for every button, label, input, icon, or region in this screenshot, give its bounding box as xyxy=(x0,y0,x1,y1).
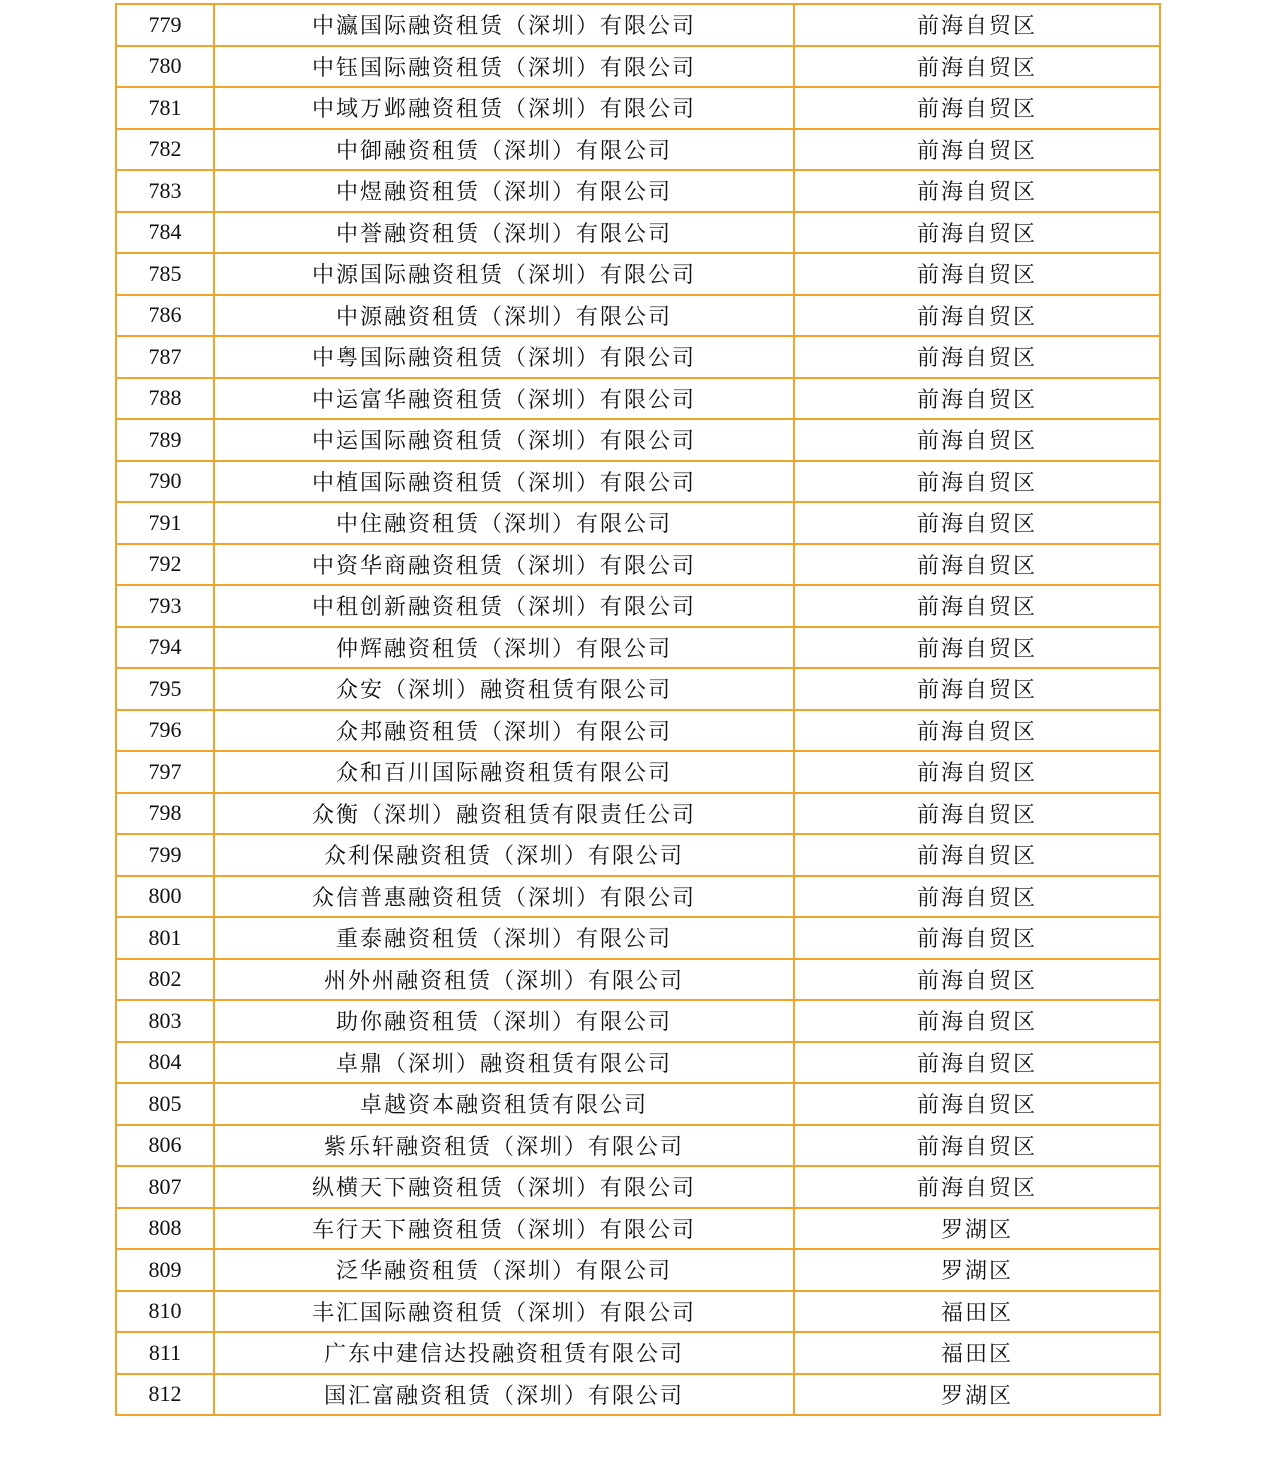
district-cell: 前海自贸区 xyxy=(794,959,1160,1001)
row-number-cell: 808 xyxy=(116,1208,214,1250)
company-name-cell: 中租创新融资租赁（深圳）有限公司 xyxy=(214,585,794,627)
row-number-cell: 797 xyxy=(116,751,214,793)
table-row xyxy=(116,336,1160,378)
table-row xyxy=(116,710,1160,752)
company-name-cell: 中资华商融资租赁（深圳）有限公司 xyxy=(214,544,794,586)
row-number-cell: 803 xyxy=(116,1000,214,1042)
table-row xyxy=(116,1000,1160,1042)
table-row xyxy=(116,959,1160,1001)
row-number-cell: 794 xyxy=(116,627,214,669)
table-row xyxy=(116,793,1160,835)
table-row xyxy=(116,627,1160,669)
row-number-cell: 781 xyxy=(116,87,214,129)
district-cell: 前海自贸区 xyxy=(794,1125,1160,1167)
company-name-cell: 中植国际融资租赁（深圳）有限公司 xyxy=(214,461,794,503)
table-row xyxy=(116,1166,1160,1208)
table-row xyxy=(116,129,1160,171)
district-cell: 前海自贸区 xyxy=(794,917,1160,959)
company-name-cell: 泛华融资租赁（深圳）有限公司 xyxy=(214,1249,794,1291)
district-cell: 前海自贸区 xyxy=(794,585,1160,627)
company-name-cell: 丰汇国际融资租赁（深圳）有限公司 xyxy=(214,1291,794,1333)
row-number-cell: 791 xyxy=(116,502,214,544)
district-cell: 前海自贸区 xyxy=(794,1042,1160,1084)
row-number-cell: 789 xyxy=(116,419,214,461)
row-number-cell: 809 xyxy=(116,1249,214,1291)
district-cell: 前海自贸区 xyxy=(794,544,1160,586)
company-name-cell: 中住融资租赁（深圳）有限公司 xyxy=(214,502,794,544)
district-cell: 罗湖区 xyxy=(794,1208,1160,1250)
table-row xyxy=(116,461,1160,503)
company-name-cell: 紫乐轩融资租赁（深圳）有限公司 xyxy=(214,1125,794,1167)
district-cell: 前海自贸区 xyxy=(794,295,1160,337)
district-cell: 福田区 xyxy=(794,1332,1160,1374)
row-number-cell: 801 xyxy=(116,917,214,959)
company-name-cell: 众安（深圳）融资租赁有限公司 xyxy=(214,668,794,710)
district-cell: 前海自贸区 xyxy=(794,129,1160,171)
table-row xyxy=(116,834,1160,876)
row-number-cell: 790 xyxy=(116,461,214,503)
company-name-cell: 中源国际融资租赁（深圳）有限公司 xyxy=(214,253,794,295)
company-name-cell: 中域万邺融资租赁（深圳）有限公司 xyxy=(214,87,794,129)
table-row xyxy=(116,212,1160,254)
company-name-cell: 助你融资租赁（深圳）有限公司 xyxy=(214,1000,794,1042)
table-row xyxy=(116,876,1160,918)
district-cell: 罗湖区 xyxy=(794,1249,1160,1291)
company-name-cell: 中钰国际融资租赁（深圳）有限公司 xyxy=(214,46,794,88)
company-name-cell: 众邦融资租赁（深圳）有限公司 xyxy=(214,710,794,752)
row-number-cell: 811 xyxy=(116,1332,214,1374)
table-row xyxy=(116,170,1160,212)
company-name-cell: 中源融资租赁（深圳）有限公司 xyxy=(214,295,794,337)
table-row xyxy=(116,295,1160,337)
table-row xyxy=(116,502,1160,544)
table-row xyxy=(116,917,1160,959)
table-row xyxy=(116,1125,1160,1167)
table-row xyxy=(116,87,1160,129)
table-row xyxy=(116,1332,1160,1374)
company-name-cell: 众信普惠融资租赁（深圳）有限公司 xyxy=(214,876,794,918)
district-cell: 前海自贸区 xyxy=(794,751,1160,793)
company-name-cell: 卓越资本融资租赁有限公司 xyxy=(214,1083,794,1125)
company-name-cell: 中御融资租赁（深圳）有限公司 xyxy=(214,129,794,171)
table-row xyxy=(116,4,1160,46)
row-number-cell: 782 xyxy=(116,129,214,171)
row-number-cell: 786 xyxy=(116,295,214,337)
row-number-cell: 798 xyxy=(116,793,214,835)
table-row xyxy=(116,1374,1160,1416)
company-name-cell: 中煜融资租赁（深圳）有限公司 xyxy=(214,170,794,212)
company-name-cell: 中粤国际融资租赁（深圳）有限公司 xyxy=(214,336,794,378)
row-number-cell: 788 xyxy=(116,378,214,420)
district-cell: 前海自贸区 xyxy=(794,170,1160,212)
row-number-cell: 793 xyxy=(116,585,214,627)
district-cell: 前海自贸区 xyxy=(794,1166,1160,1208)
district-cell: 前海自贸区 xyxy=(794,212,1160,254)
document-page xyxy=(115,3,1159,1416)
table-row xyxy=(116,668,1160,710)
district-cell: 前海自贸区 xyxy=(794,46,1160,88)
row-number-cell: 805 xyxy=(116,1083,214,1125)
table-row xyxy=(116,1249,1160,1291)
company-name-cell: 众利保融资租赁（深圳）有限公司 xyxy=(214,834,794,876)
district-cell: 前海自贸区 xyxy=(794,668,1160,710)
row-number-cell: 806 xyxy=(116,1125,214,1167)
leasing-company-table xyxy=(115,3,1161,1416)
row-number-cell: 804 xyxy=(116,1042,214,1084)
company-name-cell: 广东中建信达投融资租赁有限公司 xyxy=(214,1332,794,1374)
district-cell: 前海自贸区 xyxy=(794,87,1160,129)
table-row xyxy=(116,544,1160,586)
district-cell: 罗湖区 xyxy=(794,1374,1160,1416)
row-number-cell: 779 xyxy=(116,4,214,46)
row-number-cell: 807 xyxy=(116,1166,214,1208)
table-row xyxy=(116,751,1160,793)
company-name-cell: 中誉融资租赁（深圳）有限公司 xyxy=(214,212,794,254)
district-cell: 前海自贸区 xyxy=(794,1000,1160,1042)
table-row xyxy=(116,1083,1160,1125)
district-cell: 前海自贸区 xyxy=(794,793,1160,835)
district-cell: 前海自贸区 xyxy=(794,419,1160,461)
company-name-cell: 中运富华融资租赁（深圳）有限公司 xyxy=(214,378,794,420)
table-body xyxy=(116,4,1160,1415)
table-row xyxy=(116,1208,1160,1250)
row-number-cell: 785 xyxy=(116,253,214,295)
company-name-cell: 中运国际融资租赁（深圳）有限公司 xyxy=(214,419,794,461)
table-row xyxy=(116,253,1160,295)
district-cell: 前海自贸区 xyxy=(794,1083,1160,1125)
district-cell: 前海自贸区 xyxy=(794,253,1160,295)
district-cell: 前海自贸区 xyxy=(794,834,1160,876)
row-number-cell: 780 xyxy=(116,46,214,88)
district-cell: 前海自贸区 xyxy=(794,461,1160,503)
district-cell: 前海自贸区 xyxy=(794,876,1160,918)
row-number-cell: 792 xyxy=(116,544,214,586)
district-cell: 前海自贸区 xyxy=(794,4,1160,46)
row-number-cell: 784 xyxy=(116,212,214,254)
company-name-cell: 中瀛国际融资租赁（深圳）有限公司 xyxy=(214,4,794,46)
district-cell: 前海自贸区 xyxy=(794,378,1160,420)
company-name-cell: 纵横天下融资租赁（深圳）有限公司 xyxy=(214,1166,794,1208)
row-number-cell: 783 xyxy=(116,170,214,212)
row-number-cell: 796 xyxy=(116,710,214,752)
company-name-cell: 众衡（深圳）融资租赁有限责任公司 xyxy=(214,793,794,835)
row-number-cell: 810 xyxy=(116,1291,214,1333)
row-number-cell: 800 xyxy=(116,876,214,918)
company-name-cell: 车行天下融资租赁（深圳）有限公司 xyxy=(214,1208,794,1250)
company-name-cell: 卓鼎（深圳）融资租赁有限公司 xyxy=(214,1042,794,1084)
row-number-cell: 799 xyxy=(116,834,214,876)
row-number-cell: 802 xyxy=(116,959,214,1001)
row-number-cell: 787 xyxy=(116,336,214,378)
company-name-cell: 仲辉融资租赁（深圳）有限公司 xyxy=(214,627,794,669)
table-row xyxy=(116,1042,1160,1084)
district-cell: 福田区 xyxy=(794,1291,1160,1333)
district-cell: 前海自贸区 xyxy=(794,336,1160,378)
company-name-cell: 众和百川国际融资租赁有限公司 xyxy=(214,751,794,793)
company-name-cell: 州外州融资租赁（深圳）有限公司 xyxy=(214,959,794,1001)
table-row xyxy=(116,46,1160,88)
table-row xyxy=(116,1291,1160,1333)
district-cell: 前海自贸区 xyxy=(794,710,1160,752)
table-row xyxy=(116,378,1160,420)
table-row xyxy=(116,585,1160,627)
company-name-cell: 重泰融资租赁（深圳）有限公司 xyxy=(214,917,794,959)
district-cell: 前海自贸区 xyxy=(794,502,1160,544)
row-number-cell: 795 xyxy=(116,668,214,710)
company-name-cell: 国汇富融资租赁（深圳）有限公司 xyxy=(214,1374,794,1416)
district-cell: 前海自贸区 xyxy=(794,627,1160,669)
row-number-cell: 812 xyxy=(116,1374,214,1416)
table-row xyxy=(116,419,1160,461)
